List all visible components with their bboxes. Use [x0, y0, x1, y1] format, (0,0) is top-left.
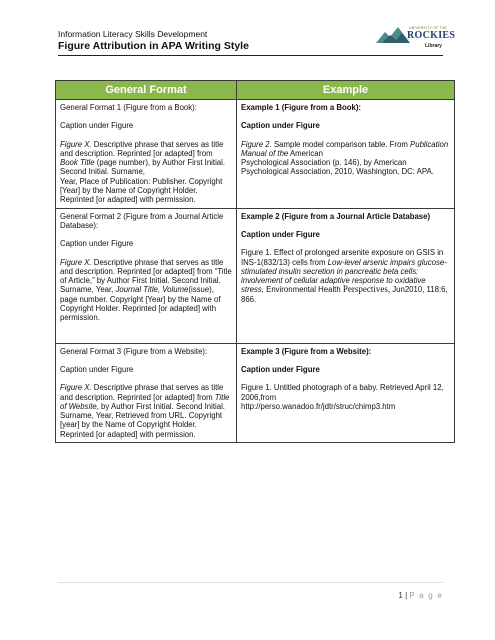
format-title: General Format 2 (Figure from a Journal Article Database):	[60, 211, 224, 230]
general-format-cell	[56, 343, 237, 442]
column-header-example: Example	[237, 81, 455, 100]
example-citation: Figure 1. Untitled photograph of a baby. Retrieved April 12, 2006,from	[241, 383, 444, 402]
header-divider	[58, 55, 443, 56]
format-title: General Format 3 (Figure from a Website):	[60, 346, 208, 356]
example-cell	[237, 208, 455, 343]
caption-label: Caption under Figure	[241, 229, 320, 239]
example-cell	[237, 343, 455, 442]
example-cell	[237, 100, 455, 209]
footer-divider	[58, 582, 443, 583]
format-citation: Figure X. Descriptive phrase that serves as title and description. Reprinted [or adapted] from Book Title (page number), by Author First Initial. Second Initial. Surname,	[60, 139, 226, 177]
page-word: P a g e	[409, 591, 443, 600]
example-title: Example 2 (Figure from a Journal Article Database)	[241, 211, 431, 221]
column-header-general-format: General Format	[56, 81, 237, 100]
apa-format-table	[55, 80, 455, 443]
format-citation: Figure X. Descriptive phrase that serves as title and description. Reprinted [or adapted] from Title of Website, by Author First Initial. Second Initial. Surname, Year, Retrieved from URL. Copyright [year] by the Name of Copyright Holder. Reprinted [or adapted] with permission.	[60, 383, 230, 439]
caption-label: Caption under Figure	[241, 121, 320, 131]
format-title: General Format 1 (Figure from a Book):	[60, 103, 197, 112]
footer-separator: |	[405, 591, 408, 600]
example-citation-cont: Psychological Association (p. 146), by American Psychological Association, 2010, Washington, DC: APA.	[241, 158, 434, 177]
logo-library-text: Library	[425, 43, 442, 49]
caption-label: Caption under Figure	[60, 239, 134, 249]
format-citation: Figure X. Descriptive phrase that serves as title and description. Reprinted [or adapted] from “Title of Article,” by Author First Initial. Second Initial. Surname, Year, Journal Title, Volume(issue), page number. Copyright [Year] by the Name of Copyright Holder. Reprinted [or adapted] with permission.	[60, 257, 232, 323]
mountain-logo-icon	[376, 24, 410, 44]
logo-name-text: ROCKIES	[407, 30, 456, 41]
caption-label: Caption under Figure	[241, 364, 320, 374]
example-citation: Figure 2. Sample model comparison table. From Publication Manual of the American	[241, 139, 449, 158]
table-row	[56, 100, 455, 209]
general-format-cell	[56, 100, 237, 209]
document-title: Figure Attribution in APA Writing Style	[58, 40, 249, 52]
example-title: Example 3 (Figure from a Website):	[241, 346, 372, 356]
example-citation: Figure 1. Effect of prolonged arsenite exposure on GSIS in INS-1(832/13) cells from Low-level arsenic impairs glucose-stimulated insulin secretion in pancreatic beta cells: involvement of cellular adaptive response to oxidative stress, Environmental Health Perspectives, Jun2010, 118:6, 866.	[241, 248, 448, 304]
logo-university-text: UNIVERSITY OF THE	[409, 26, 448, 30]
document-subtitle: Information Literacy Skills Development	[58, 29, 208, 39]
general-format-cell	[56, 208, 237, 343]
caption-label: Caption under Figure	[60, 364, 134, 374]
example-url: http://perso.wanadoo.fr/jdtr/struc/chimp3.htm	[241, 401, 396, 411]
page-number: 1	[398, 591, 403, 600]
university-logo	[376, 24, 456, 52]
caption-label: Caption under Figure	[60, 121, 134, 131]
table-row	[56, 208, 455, 343]
page-footer	[398, 591, 443, 600]
format-citation-cont: Year, Place of Publication: Publisher. Copyright [Year] by the Name of Copyright Holder. Reprinted [or adapted] with permission.	[60, 176, 223, 205]
example-title: Example 1 (Figure from a Book):	[241, 103, 362, 112]
table-row	[56, 343, 455, 442]
